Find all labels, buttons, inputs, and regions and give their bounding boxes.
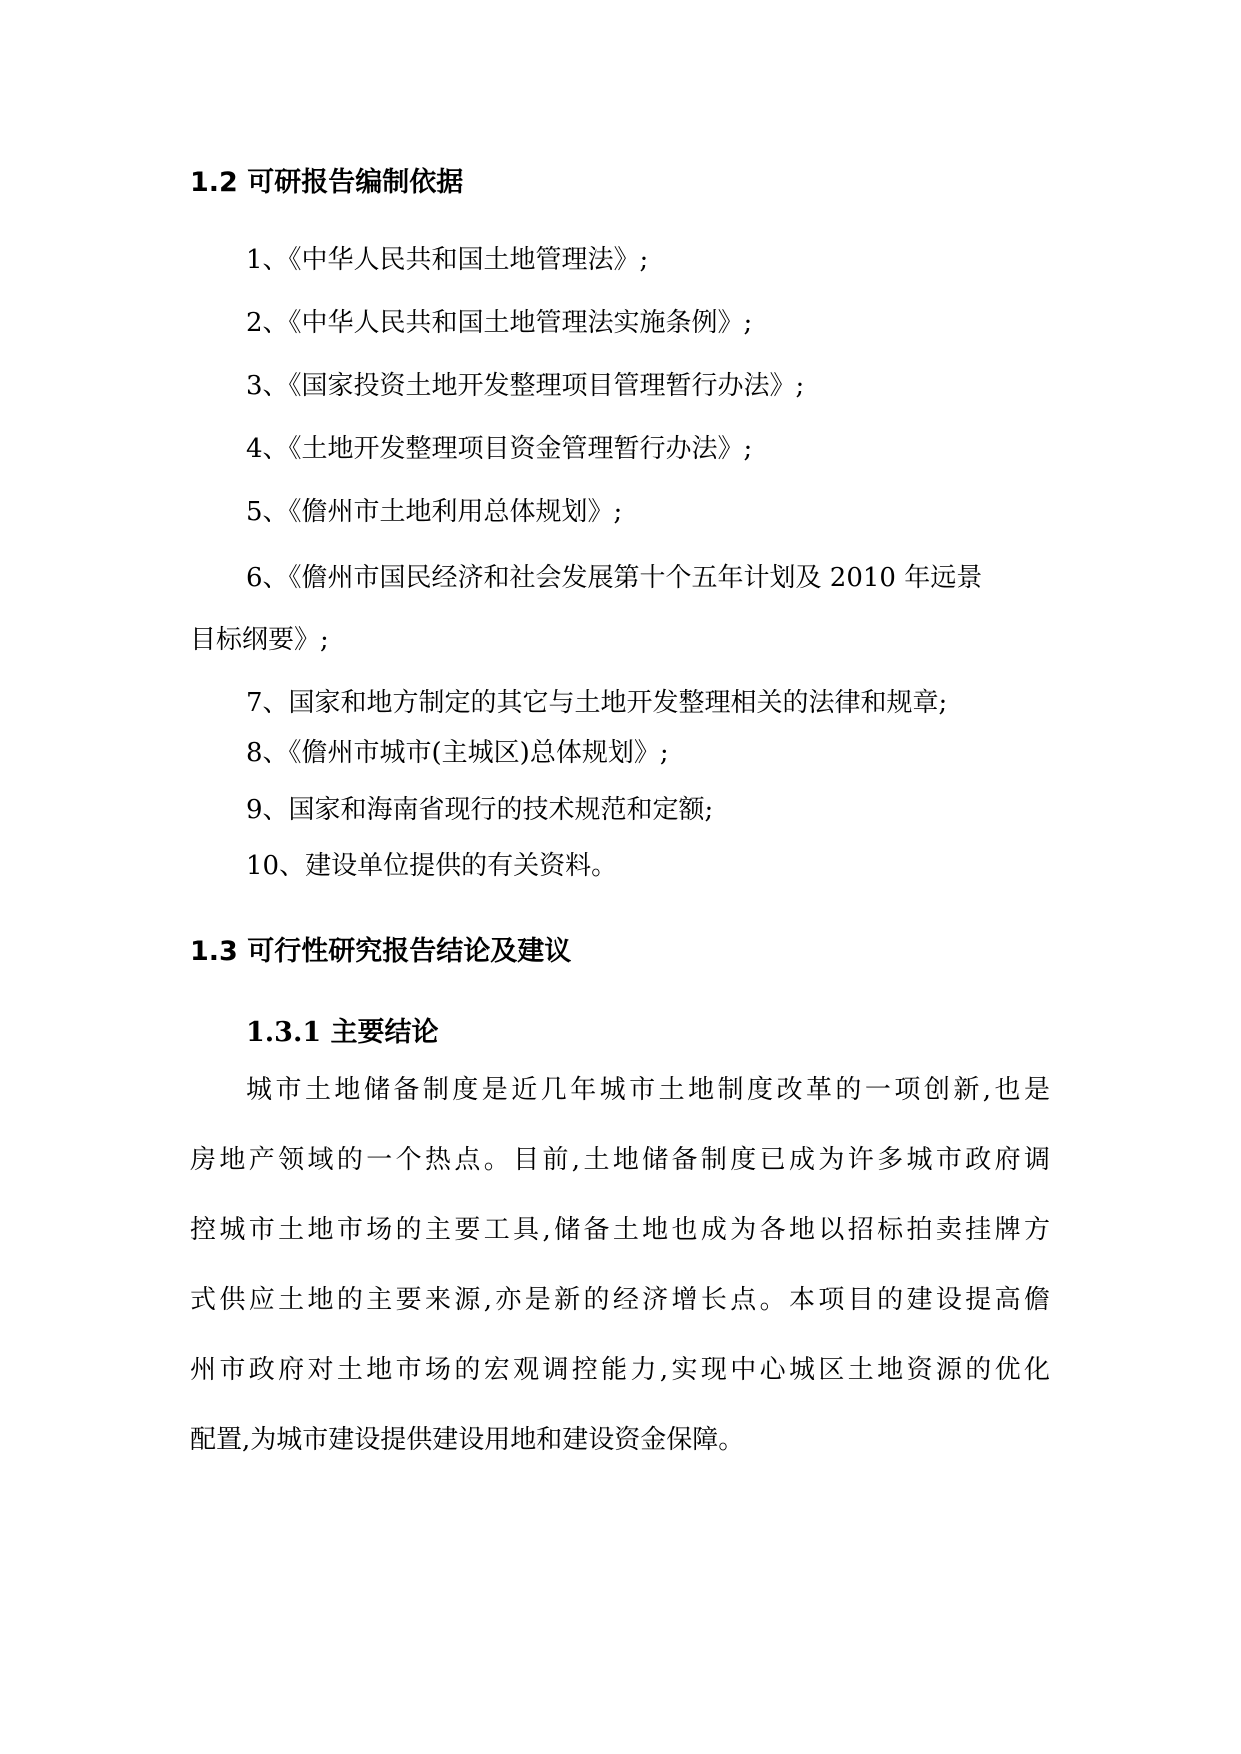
basis-item-2: 2、《中华人民共和国土地管理法实施条例》; (246, 308, 753, 338)
paragraph-line-3: 控城市土地市场的主要工具,储备土地也成为各地以招标拍卖挂牌方 (190, 1215, 1050, 1245)
basis-item-3: 3、《国家投资土地开发整理项目管理暂行办法》; (246, 371, 805, 401)
paragraph-line-1: 城市土地储备制度是近几年城市土地制度改革的一项创新,也是 (246, 1075, 1050, 1105)
basis-item-9: 9、国家和海南省现行的技术规范和定额; (246, 795, 714, 825)
basis-item-4: 4、《土地开发整理项目资金管理暂行办法》; (246, 434, 753, 464)
section-heading-1-2: 1.2 可研报告编制依据 (190, 167, 464, 198)
section-heading-1-3: 1.3 可行性研究报告结论及建议 (190, 936, 572, 967)
basis-item-7: 7、国家和地方制定的其它与土地开发整理相关的法律和规章; (246, 688, 948, 718)
conclusion-paragraph (190, 1055, 1050, 1475)
basis-item-10: 10、建设单位提供的有关资料。 (246, 851, 618, 881)
paragraph-line-4: 式供应土地的主要来源,亦是新的经济增长点。本项目的建设提高儋 (190, 1285, 1050, 1315)
paragraph-line-6: 配置,为城市建设提供建设用地和建设资金保障。 (190, 1425, 745, 1455)
basis-item-6: 6、《儋州市国民经济和社会发展第十个五年计划及 2010 年远景 (246, 563, 983, 593)
basis-item-6-continued: 目标纲要》; (190, 625, 329, 655)
basis-item-1: 1、《中华人民共和国土地管理法》; (246, 245, 649, 275)
basis-item-5: 5、《儋州市土地利用总体规划》; (246, 497, 623, 527)
subsection-heading-1-3-1: 1.3.1 主要结论 (246, 1017, 439, 1048)
paragraph-line-5: 州市政府对土地市场的宏观调控能力,实现中心城区土地资源的优化 (190, 1355, 1050, 1385)
paragraph-line-2: 房地产领域的一个热点。目前,土地储备制度已成为许多城市政府调 (190, 1145, 1050, 1175)
basis-item-8: 8、《儋州市城市(主城区)总体规划》; (246, 738, 669, 768)
